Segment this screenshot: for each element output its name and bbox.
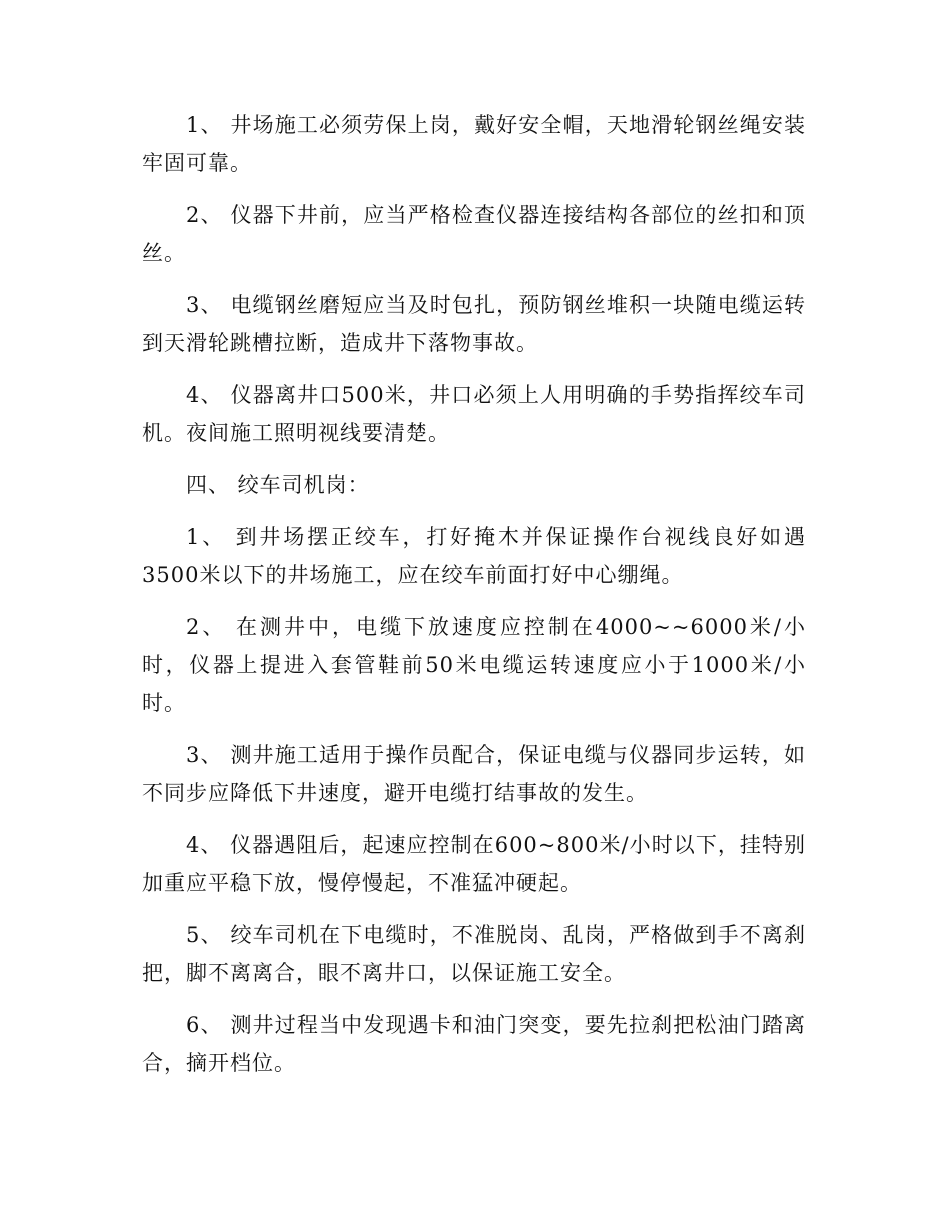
paragraph-8: 4、 仪器遇阻后，起速应控制在600~800米/小时以下，挂特别加重应平稳下放，慢停慢起，不准猛冲硬起。 — [142, 833, 806, 895]
section-heading: 四、 绞车司机岗： — [186, 473, 370, 497]
paragraph-1: 1、 井场施工必须劳保上岗，戴好安全帽，天地滑轮钢丝绳安装牢固可靠。 — [142, 113, 806, 175]
document-body — [142, 106, 806, 1096]
paragraph-9: 5、 绞车司机在下电缆时，不准脱岗、乱岗，严格做到手不离刹把，脚不离离合，眼不离井口，以保证施工安全。 — [142, 923, 806, 985]
paragraph-6: 2、 在测井中，电缆下放速度应控制在4000~~6000米/小时，仪器上提进入套管鞋前50米电缆运转速度应小于1000米/小时。 — [142, 615, 806, 715]
paragraph-5: 1、 到井场摆正绞车，打好掩木并保证操作台视线良好如遇3500米以下的井场施工，应在绞车前面打好中心绷绳。 — [142, 525, 806, 587]
paragraph-4: 4、 仪器离井口500米，井口必须上人用明确的手势指挥绞车司机。夜间施工照明视线要清楚。 — [142, 383, 806, 445]
paragraph-3: 3、 电缆钢丝磨短应当及时包扎，预防钢丝堆积一块随电缆运转到天滑轮跳槽拉断，造成井下落物事故。 — [142, 293, 806, 355]
paragraph-2: 2、 仪器下井前，应当严格检查仪器连接结构各部位的丝扣和顶丝。 — [142, 203, 806, 265]
paragraph-10: 6、 测井过程当中发现遇卡和油门突变，要先拉刹把松油门踏离合，摘开档位。 — [142, 1013, 806, 1075]
paragraph-7: 3、 测井施工适用于操作员配合，保证电缆与仪器同步运转，如不同步应降低下井速度，避开电缆打结事故的发生。 — [142, 743, 806, 805]
